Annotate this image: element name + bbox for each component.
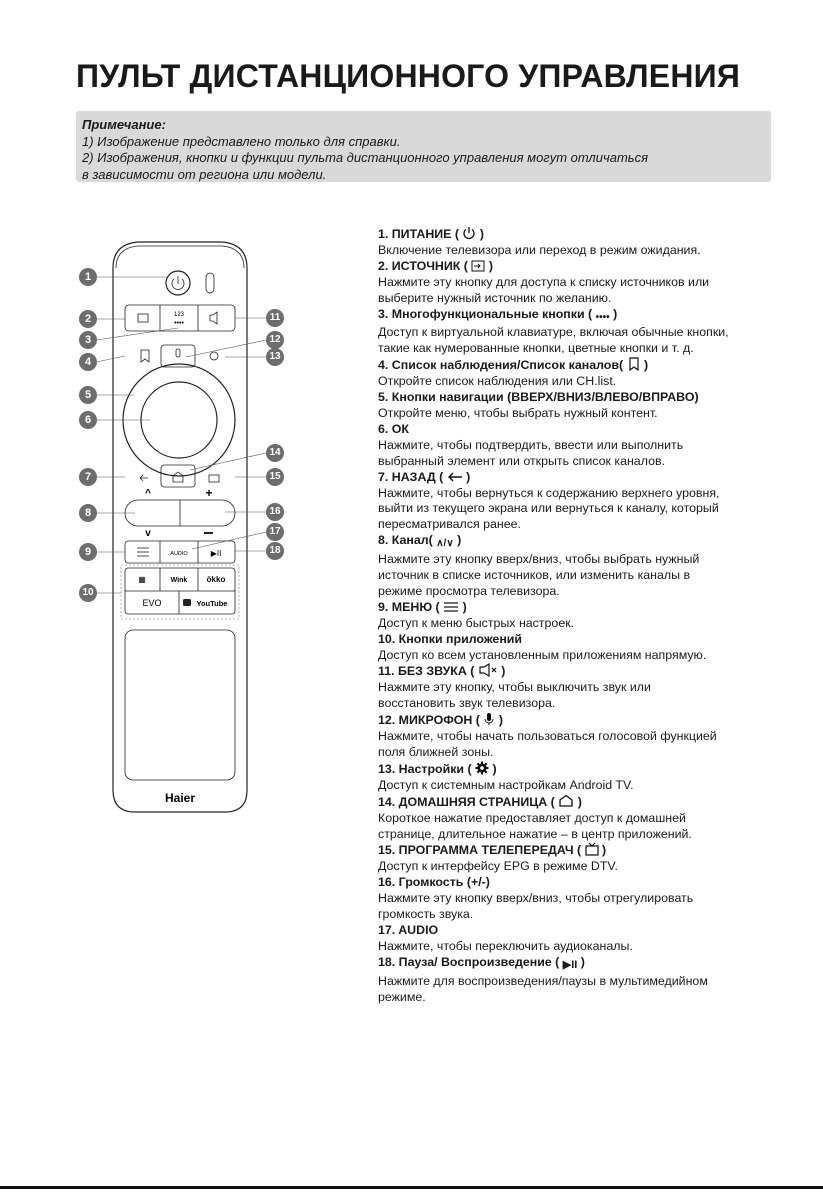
item-text: Нажмите эту кнопку для доступа к списку источников или [378,274,710,289]
item-title: Список наблюдения/Список каналов( [391,358,624,373]
item-heading [378,357,758,374]
item-title-tail: ) [577,794,582,809]
item-heading [378,712,758,729]
item-heading [378,663,758,680]
item-text: восстановить звук телевизора. [378,696,556,711]
item-number: 2. [378,258,392,273]
item-heading [378,632,758,648]
callout-8: 8 [79,504,97,522]
note-heading: Примечание: [82,117,166,132]
item-text: поля ближней зоны. [378,745,494,759]
item-text: Доступ к интерфейсу EPG в режиме DTV. [378,859,618,874]
item-text: громкость звука. [378,907,474,922]
tv-icon [581,843,602,857]
item-text: Доступ ко всем установленным приложениям напрямую. [378,647,707,662]
callout-16: 16 [266,503,284,521]
svg-text:▶II: ▶II [210,549,222,558]
source-icon [468,259,489,273]
callout-14: 14 [266,444,284,462]
item-text: Короткое нажатие предоставляет доступ к домашней [378,810,686,825]
mic-icon [480,713,499,727]
item-heading [378,875,758,891]
item-text: Откройте меню, чтобы выбрать нужный контент. [378,405,658,420]
callout-11: 11 [266,309,284,327]
item-heading [378,842,758,859]
item-text: такие как нумерованные кнопки, цветные кнопки и т. д. [378,341,694,356]
description-item [378,875,758,923]
item-number: 9. [378,599,392,614]
item-title: Канал( [391,533,433,548]
item-title: Многофункциональные кнопки ( [391,306,593,321]
description-item [378,307,758,358]
item-heading [378,955,758,974]
description-item [378,923,758,955]
menu-icon [440,600,463,614]
item-title: ПРОГРАММА ТЕЛЕПЕРЕДАЧ ( [398,843,582,858]
item-heading [378,533,758,552]
item-heading [378,761,758,778]
item-title: Громкость (+/-) [398,875,490,890]
item-text: Нажмите эту кнопку вверх/вниз, чтобы отрегулировать [378,891,694,906]
item-heading [378,794,758,811]
description-item [378,842,758,875]
item-title-tail: ) [501,664,506,679]
bottom-rule [0,1186,823,1189]
item-number: 7. [378,469,392,484]
item-title: Пауза/ Воспроизведение ( [398,954,560,969]
item-number: 11. [378,664,398,679]
item-number: 16. [378,875,399,890]
app-youtube: YouTube [196,599,228,608]
callout-18: 18 [266,542,284,560]
up-down-icon: ∧/∨ [436,538,454,550]
app-evo: EVO [142,598,162,608]
back-arrow-icon [443,470,466,484]
item-number: 6. [378,421,392,436]
callout-6: 6 [79,411,97,429]
item-title: AUDIO [398,922,439,937]
description-item [378,600,758,632]
callout-3: 3 [79,331,97,349]
description-item [378,663,758,712]
description-item [378,632,758,664]
description-item [378,533,758,600]
description-item [378,794,758,843]
keypad-label: 123 [173,312,185,318]
bookmark-icon [623,358,644,372]
item-title: НАЗАД ( [391,469,444,484]
description-item [378,470,758,534]
item-title: МИКРОФОН ( [398,713,480,728]
svg-text:▦: ▦ [138,575,146,584]
item-text: Нажмите, чтобы подтвердить, ввести или выполнить [378,437,684,452]
item-number: 15. [378,843,399,858]
item-title-tail: ) [644,358,649,373]
app-okko: ökko [206,575,226,584]
item-title-tail: ) [498,713,503,728]
item-text: Включение телевизора или переход в режим ожидания. [378,242,701,257]
item-text: источник в списке источников, или изменить каналы в [378,568,691,583]
item-text: Откройте список наблюдения или CH.list. [378,374,617,389]
item-title-tail: ) [602,843,607,858]
item-text: Доступ к меню быстрых настроек. [378,615,575,630]
callout-12: 12 [266,331,284,349]
item-text: Нажмите, чтобы переключить аудиоканалы. [378,938,633,953]
item-number: 17. [378,922,399,937]
item-title-tail: ) [479,227,485,241]
item-title-tail: ) [580,954,585,969]
item-title-tail: ) [457,533,462,548]
note-line: 1) Изображение представлено только для справки. [82,133,401,149]
callout-1: 1 [79,268,97,286]
item-number: 18. [378,954,399,969]
item-title: Настройки ( [398,761,472,776]
item-text: выберите нужный источник по желанию. [378,290,612,305]
item-number: 1. [378,227,392,241]
item-text: Нажмите эту кнопку вверх/вниз, чтобы выбрать нужный [378,552,700,567]
svg-text:••••: •••• [174,320,184,327]
page-title: ПУЛЬТ ДИСТАНЦИОННОГО УПРАВЛЕНИЯ [76,58,741,94]
item-title: Кнопки приложений [398,631,523,646]
item-number: 13. [378,761,399,776]
description-item [378,422,758,470]
item-text: Нажмите, чтобы вернуться к содержанию верхнего уровня, [378,485,720,500]
item-number: 14. [378,794,399,809]
audio-label: AUDIO [170,551,188,557]
description-item [378,357,758,390]
item-text: выйти из текущего экрана или вернуться к каналу, который [378,501,719,516]
callout-17: 17 [266,523,284,541]
brand-logo: Haier [164,791,196,805]
note-line: в зависимости от региона или модели. [82,166,327,182]
item-title-tail: ) [488,258,493,273]
item-text: режиме. [378,989,426,1004]
power-icon [459,227,480,241]
svg-text:^: ^ [145,488,151,499]
mute-icon [474,664,501,678]
description-list [378,226,758,1006]
item-heading [378,226,758,243]
item-text: странице, длительное нажатие – в центр приложений. [378,826,692,841]
callout-9: 9 [79,543,97,561]
item-title-tail: ) [492,761,497,776]
item-title-tail: ) [462,599,467,614]
item-number: 12. [378,713,399,728]
item-heading [378,259,758,275]
item-number: 3. [378,306,392,321]
item-text: Нажмите эту кнопку, чтобы выключить звук или [378,680,651,695]
item-title: БЕЗ ЗВУКА ( [397,664,475,679]
description-item [378,259,758,307]
item-title: МЕНЮ ( [391,599,440,614]
callout-10: 10 [79,584,97,602]
item-title: ОК [391,421,409,436]
note-line: 2) Изображения, кнопки и функции пульта дистанционного управления могут отличаться [82,150,649,165]
item-text: Доступ к виртуальной клавиатуре, включая обычные кнопки, [378,325,729,340]
dots-icon: •••• [595,311,610,323]
callout-5: 5 [79,386,97,404]
item-text: Нажмите для воспроизведения/паузы в мультимедийном [378,973,708,988]
item-number: 8. [378,533,392,548]
item-heading [378,422,758,438]
item-title-tail: ) [613,306,618,321]
description-item [378,390,758,422]
item-text: Доступ к системным настройкам Android TV. [378,777,634,792]
callout-7: 7 [79,468,97,486]
description-item [378,226,758,259]
description-item [378,955,758,1006]
item-heading [378,923,758,939]
app-wink: Wink [170,577,188,584]
item-text: пересматривался ранее. [378,517,521,532]
item-text: режиме просмотра телевизора. [378,583,560,598]
callout-2: 2 [79,310,97,328]
item-number: 10. [378,631,399,646]
description-item [378,761,758,794]
item-number: 4. [378,358,392,373]
svg-text:v: v [145,528,151,539]
item-heading [378,600,758,616]
item-text: выбранный элемент или открыть список каналов. [378,453,665,468]
item-title-tail: ) [466,469,471,484]
item-heading [378,307,758,326]
item-number: 5. [378,390,392,405]
item-title: ИСТОЧНИК ( [391,258,468,273]
callout-4: 4 [79,353,97,371]
svg-text:+: + [205,486,213,500]
callout-13: 13 [266,348,284,366]
item-text: Нажмите, чтобы начать пользоваться голосовой функцией [378,729,717,744]
gear-icon [472,762,493,776]
play-pause-icon: ▶II [562,958,578,971]
item-title: ПИТАНИЕ ( [391,227,460,241]
home-icon [555,795,578,809]
callout-15: 15 [266,468,284,486]
item-title: ДОМАШНЯЯ СТРАНИЦА ( [398,794,555,809]
item-title: Кнопки навигации (ВВЕРХ/ВНИЗ/ВЛЕВО/ВПРАВО) [391,390,699,405]
item-heading [378,470,758,486]
item-heading [378,390,758,406]
description-item [378,712,758,761]
